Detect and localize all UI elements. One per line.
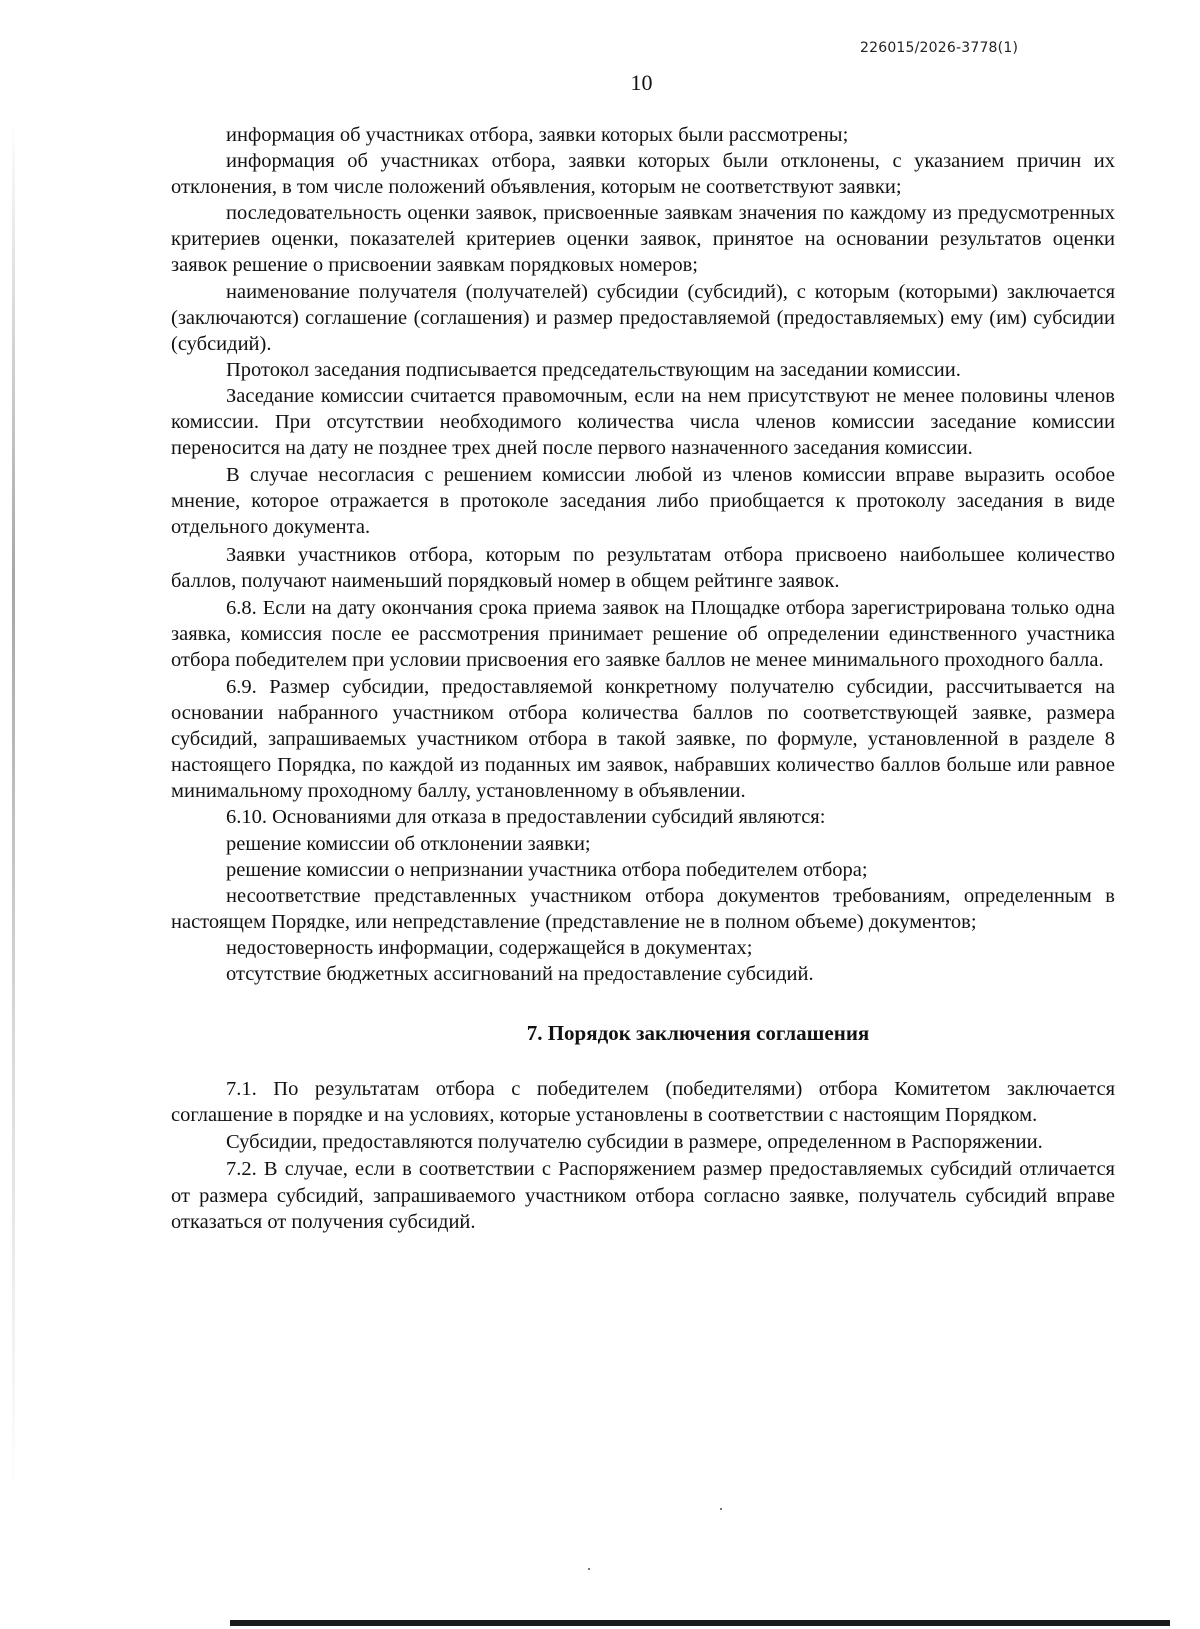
list-item: несоответствие представленных участником отбора документов требованиям, определенным в настоящем Порядке, или непредставление (представление не в полном объеме) документов; <box>171 884 1115 933</box>
paragraph-7-1: 7.1. По результатам отбора с победителем (победителями) отбора Комитетом заключается соглашение в порядке и на условиях, которые установлены в соответствии с настоящим Порядком. <box>171 1078 1115 1127</box>
scan-speck <box>720 1508 722 1510</box>
list-item: решение комиссии о непризнании участника отбора победителем отбора; <box>226 858 868 881</box>
section-heading: 7. Порядок заключения соглашения <box>526 1021 870 1046</box>
paragraph: Протокол заседания подписывается председательствующим на заседании комиссии. <box>226 358 961 381</box>
paragraph: наименование получателя (получателей) субсидии (субсидий), с которым (которыми) заключается (заключаются) соглашение (соглашения) и размер предоставляемой (предоставляемых) ему (им) субсидии (субсидий). <box>171 280 1115 355</box>
scan-bottom-edge <box>230 1620 1170 1626</box>
paragraph-7-2: 7.2. В случае, если в соответствии с Распоряжением размер предоставляемых субсидий отличается от размера субсидий, запрашиваемого участником отбора согласно заявке, получатель субсидий вправе отказаться от получения субсидий. <box>171 1158 1115 1233</box>
paragraph: Заседание комиссии считается правомочным, если на нем присутствуют не менее половины членов комиссии. При отсутствии необходимого количества числа членов комиссии заседание комиссии переносится на дату не позднее трех дней после первого назначенного заседания комиссии. <box>171 384 1115 460</box>
paragraph-6-10: 6.10. Основаниями для отказа в предоставлении субсидий являются: <box>226 806 826 829</box>
page-number: 10 <box>630 70 653 95</box>
paragraph: Субсидии, предоставляются получателю субсидии в размере, определенном в Распоряжении. <box>226 1131 1043 1154</box>
document-registration-number: 226015/2026-3778(1) <box>860 40 1019 56</box>
scan-speck <box>588 1568 590 1570</box>
paragraph-6-8: 6.8. Если на дату окончания срока приема заявок на Площадке отбора зарегистрирована только одна заявка, комиссия после ее рассмотрения принимает решение об определении единственного участника отбора победителем при условии присвоения его заявке баллов не менее минимального проходного балла. <box>171 596 1115 671</box>
paragraph: последовательность оценки заявок, присвоенные заявкам значения по каждому из предусмотренных критериев оценки, показателей критериев оценки заявок, принятое на основании результатов оценки заявок решение о присвоении заявкам порядковых номеров; <box>171 202 1115 277</box>
paragraph: информация об участниках отбора, заявки которых были отклонены, с указанием причин их отклонения, в том числе положений объявления, которым не соответствуют заявки; <box>171 150 1115 199</box>
list-item: отсутствие бюджетных ассигнований на предоставление субсидий. <box>226 963 814 985</box>
paragraph: Заявки участников отбора, которым по результатам отбора присвоено наибольшее количество баллов, получают наименьший порядковый номер в общем рейтинге заявок. <box>171 543 1115 592</box>
page-body <box>171 122 1115 1235</box>
scan-edge-shadow <box>12 120 15 1500</box>
paragraph: информация об участниках отбора, заявки которых были рассмотрены; <box>226 124 849 146</box>
paragraph: В случае несогласия с решением комиссии любой из членов комиссии вправе выразить особое мнение, которое отражается в протоколе заседания либо приобщается к протоколу заседания в виде отдельного документа. <box>171 464 1115 539</box>
list-item: недостоверность информации, содержащейся в документах; <box>226 936 753 959</box>
list-item: решение комиссии об отклонении заявки; <box>226 832 591 855</box>
paragraph-6-9: 6.9. Размер субсидии, предоставляемой конкретному получателю субсидии, рассчитывается на основании набранного участником отбора количества баллов по соответствующей заявке, размера субсидий, запрашиваемых участником отбора в такой заявке, по формуле, установленной в разделе 8 настоящего Порядка, по каждой из поданных им заявок, набравших количество баллов больше или равное минимальному проходному баллу, установленному в объявлении. <box>171 675 1115 803</box>
